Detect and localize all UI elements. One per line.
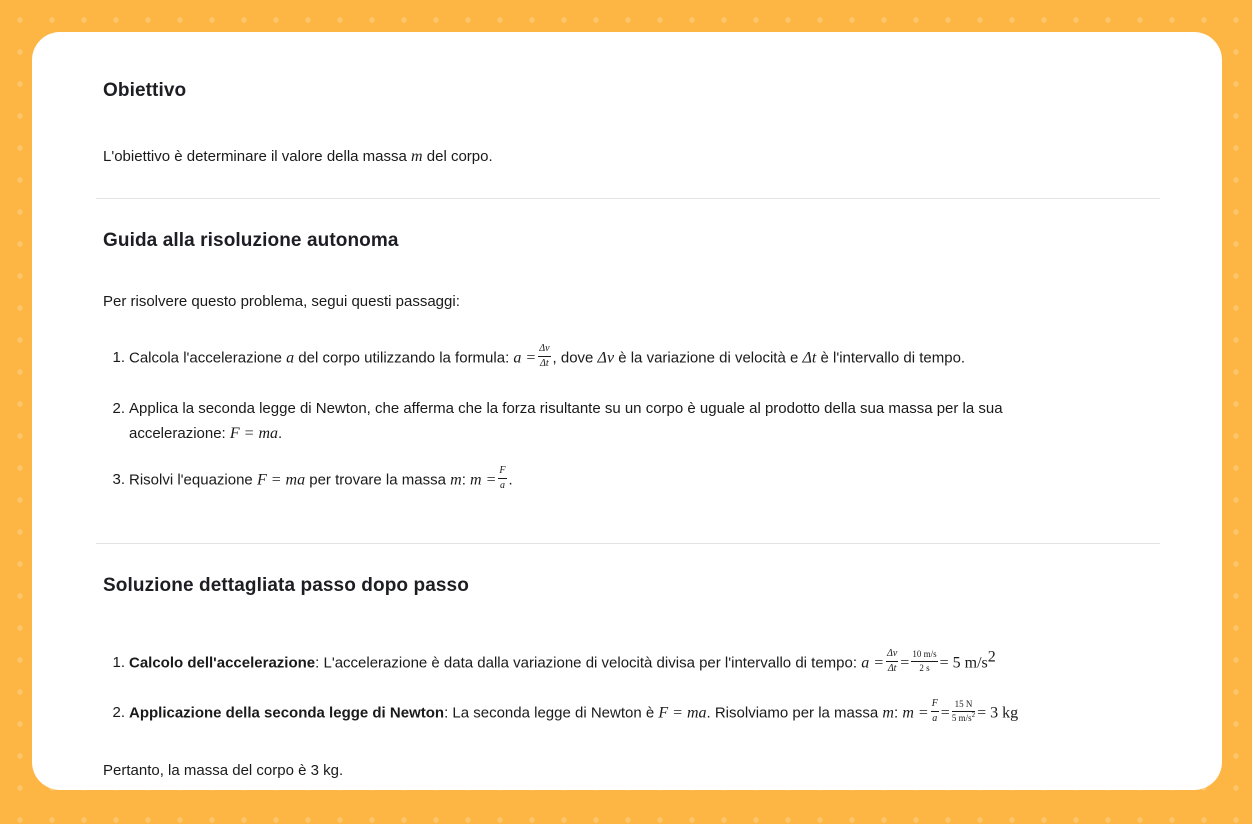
step-text: Risolvi l'equazione [129,471,257,489]
formula-f-ma: F = ma [256,471,306,489]
step-text: . [508,471,513,489]
formula-f-ma: F = ma [658,704,707,722]
fraction-denominator: 2 s [919,663,930,673]
equals-sign: = [940,704,950,722]
step-number: 2. [112,704,125,722]
objective-text-after: del corpo. [422,148,493,165]
fraction-numerator: Δv [538,344,550,357]
result: = 5 m/s [939,654,988,672]
step-text: , dove [552,349,598,367]
step-number: 3. [112,471,125,489]
step-text: Calcola l'accelerazione [129,349,287,367]
fraction-numerator: 10 m/s [911,650,937,662]
fraction-denominator: Δt [887,663,897,674]
guide-step-1 [103,343,966,371]
fraction-numerator: F [498,466,506,479]
objective-text [103,146,493,168]
step-text: : La seconda legge di Newton è [444,704,659,722]
exponent: 2 [987,648,996,666]
step-text: . [278,425,283,442]
var-m: m [450,471,462,489]
result: = 3 kg [977,704,1019,722]
equals-sign: = [900,654,910,672]
var-m: m [882,704,894,722]
fraction-denominator: Δt [540,358,549,369]
section-title-guide: Guida alla risoluzione autonoma [103,230,399,251]
formula-lhs: a = [861,654,884,672]
step-text: Applica la seconda legge di Newton, che afferma che la forza risultante su un corpo è uguale al prodotto della sua massa per la sua [129,400,1003,417]
divider [96,543,1160,544]
divider [96,198,1160,199]
fraction-f-a [498,466,506,491]
fraction-numerator: Δv [886,649,898,662]
step-text: . Risolviamo per la massa [706,704,883,722]
guide-step-2 [103,398,1003,445]
step-heading: Calcolo dell'accelerazione [129,654,316,672]
step-text: del corpo utilizzando la formula: [294,349,514,367]
formula-lhs: a = [513,349,537,367]
section-title-solution: Soluzione dettagliata passo dopo passo [103,575,469,596]
var-dv: Δv [597,349,615,367]
var-dt: Δt [802,349,817,367]
fraction-dv-dt [886,649,898,674]
solution-step-2 [103,698,1019,726]
step-text: accelerazione: [129,425,230,442]
var-a: a [286,349,295,367]
fraction-denominator: a [499,480,505,491]
fraction-values [911,650,937,673]
var-m: m [411,148,423,165]
fraction-denominator [952,712,975,723]
step-text: è la variazione di velocità e [614,349,803,367]
step-number: 2. [112,400,125,417]
step-text: : [893,704,903,722]
formula-f-ma: F = ma [229,425,279,442]
fraction-numerator: 15 N [952,700,975,712]
step-number: 1. [112,349,125,367]
step-text: : [461,471,471,489]
exponent: 2 [971,711,976,719]
step-heading: Applicazione della seconda legge di Newton [129,704,445,722]
step-text: è l'intervallo di tempo. [816,349,966,367]
fraction-numerator: F [931,699,939,712]
solution-step-1 [103,648,996,676]
guide-step-3 [103,465,513,493]
step-number: 1. [112,654,125,672]
fraction-values [952,700,975,723]
step-text: : L'accelerazione è data dalla variazione di velocità divisa per l'intervallo di tempo: [315,654,862,672]
fraction-f-a [931,699,939,724]
solution-conclusion: Pertanto, la massa del corpo è 3 kg. [103,762,344,779]
content-card [32,32,1222,790]
formula-lhs: m = [470,471,497,489]
step-text: per trovare la massa [305,471,451,489]
fraction-denominator-text: 5 m/s [951,713,972,723]
guide-intro: Per risolvere questo problema, segui questi passaggi: [103,293,460,310]
fraction-denominator: a [932,713,938,724]
fraction-dv-dt [538,344,550,369]
formula-lhs: m = [902,704,929,722]
objective-text-before: L'obiettivo è determinare il valore della massa [103,148,412,165]
section-title-objective: Obiettivo [103,80,187,101]
